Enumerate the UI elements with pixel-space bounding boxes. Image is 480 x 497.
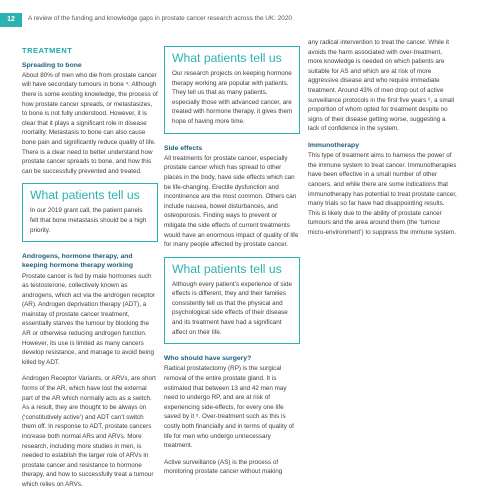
paragraph-active-surveillance: Active surveillance (AS) is the process of monitoring prostate cancer without making [164,458,283,476]
callout-side-effects [164,257,300,345]
callout-title: What patients tell us [172,261,282,276]
callout-title: What patients tell us [172,51,282,65]
paragraph-spreading-to-bone: About 80% of men who die from prostate cancer will have secondary tumours in bone ⁴. Although there is some existing knowledge, the process of how prostate cancer spreads, or metastasizes, to bone is not fully understood. However, it is clear that it plays a significant role in disease mortality. Metastasis to bone can also cause bone pain and significantly reduce quality of life. There is a clear need to better understand how prostate cancer spreads to bone, and how this can be successfully prevented and treated. [22,71,158,175]
paragraph-side-effects: All treatments for prostate cancer, especially prostate cancer which has spread to other places in the body, have side effects which can be life-changing. Erectile dysfunction and incontinence are the most common. Others can include nausea, bowel disturbances, and osteoporosis. Finding ways to prevent or mitigate the side effects of current treatments would have an enormous impact of quality of life for many people affected by prostate cancer. [164,154,299,249]
callout-text: Our research projects on keeping hormone therapy working are popular with patients. They tell us that as many patients, especially those with advanced cancer, are treated with hormone therapy, it gives them hope of having more time. [172,70,293,125]
paragraph-surgery: Radical prostatectomy (RP) is the surgical removal of the entire prostate gland. It is estimated that between 13 and 42 men may need to undergo RP, and are at risk of experiencing side-effects, for every one life saved by it ⁵. Over-treatment such as this is costly both financially and in terms of quality of life for men who undergo unnecessary treatment. [164,365,294,450]
callout-title: What patients tell us [30,188,140,203]
page-header [0,0,480,40]
heading-immunotherapy: Immunotherapy [308,141,359,149]
running-title: A review of the funding and knowledge gaps in prostate cancer research across the UK: 2020 [28,15,292,22]
column-1 [22,46,158,497]
callout-bone-metastasis [22,183,158,242]
paragraph-hormone-therapy: Prostate cancer is fed by male hormones such as testosterone, collectively known as androgens, which act via the androgen receptor (AR). Androgen deprivation therapy (ADT), a mainstay of prostate cancer treatment, essentially starves the tumour by blocking the AR or otherwise reducing androgen function. However, its use is limited as many cancers develop resistance, and manage to avoid being killed by ADT. [22,272,156,366]
paragraph-active-surveillance-continued: any radical intervention to treat the cancer. While it avoids the harm associated with over-treatment, more knowledge is needed on which patients are suitable for AS and which are at risk of more aggressive disease and who require immediate treatment. Around 43% of men drop out of active surveillance protocols in the first five years ⁶, a small proportion of whom opted for treatment despite no signs of their disease getting worse, suggesting a lack of confidence in the system. [308,39,455,133]
callout-text: Although every patient’s experience of side effects is different, they and their families consistently tell us that the physical and psychological side effects of their disease and its treatment have had a significant affect on their life. [172,280,292,336]
section-label-treatment: TREATMENT [22,46,73,55]
page-number-badge: 12 [0,13,22,27]
heading-who-should-have-surgery: Who should have surgery? [164,355,252,363]
column-2 [164,46,300,484]
heading-spreading-to-bone: Spreading to bone [22,61,82,69]
paragraph-immunotherapy: This type of treatment aims to harness the power of the immune system to treat cancer. Immunotherapies have been effective in a small number of other cancers, and while there are some indications that immunotherapy has potential to treat prostate cancer, many trials so far have had disappointing results. This is likely due to the ability of prostate cancer tumours and the area around them (the ‘tumour micro-environment’) to suppress the immune system. [308,152,457,236]
paragraph-androgen-receptor-variants: Androgen Receptor Variants, or ARVs, are short forms of the AR, which have lost the external part of the AR which normally acts as a switch. As a result, they are thought to be always on (‘constitutively active’) and ADT can’t switch them off. In response to ADT, prostate cancers increase both normal ARs and ARVs. More research, including more studies in men, is needed to establish the larger role of ARVs in prostate cancer and resistance to hormone therapy, and how to successfully treat a tumour which relies on ARVs. [22,375,156,488]
callout-hormone-therapy [164,46,300,134]
column-3 [308,38,458,244]
heading-hormone-therapy: Androgens, hormone therapy, and keeping hormone therapy working [22,253,134,270]
callout-text: In our 2019 grant call, the patient panels felt that bone metastasis should be a high priority. [30,207,147,234]
heading-side-effects: Side effects [164,144,203,152]
